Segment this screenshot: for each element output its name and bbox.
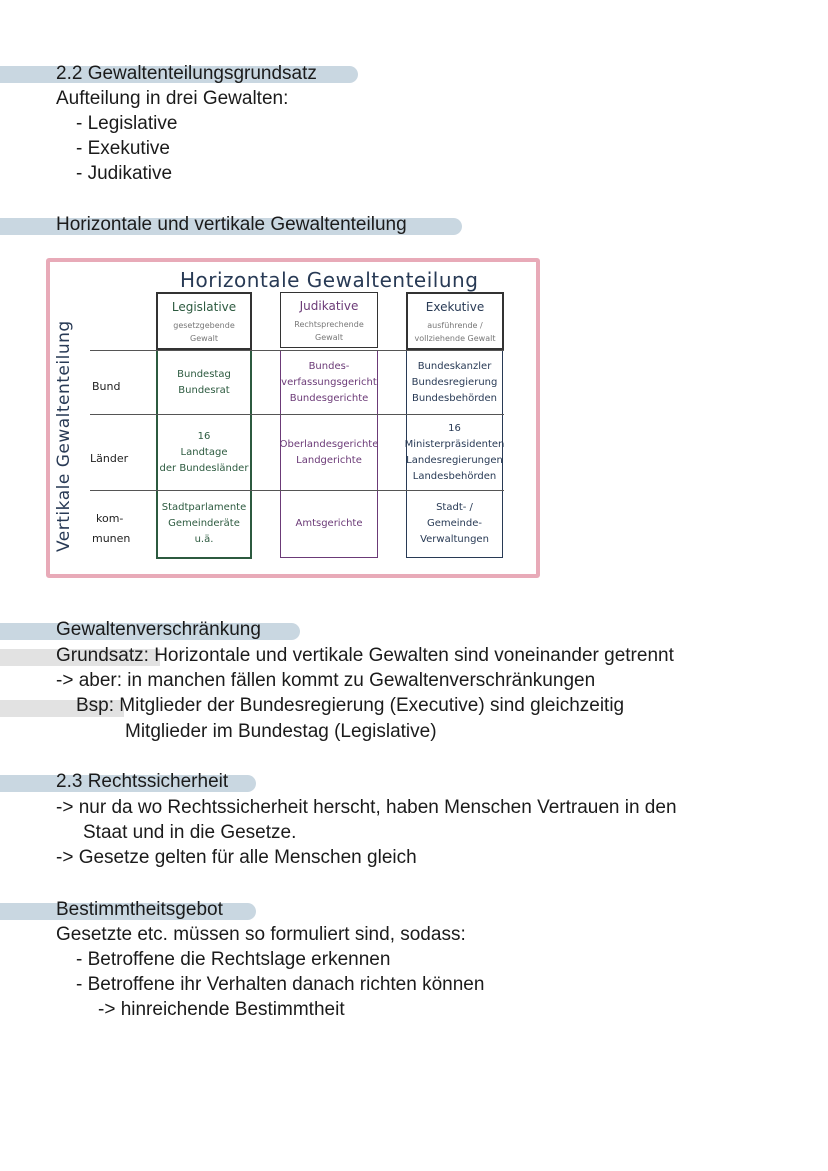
grid-line — [250, 350, 252, 558]
list-item: -> hinreichende Bestimmtheit — [98, 999, 345, 1020]
row-label-laender: Länder — [90, 452, 129, 465]
paragraph: Aufteilung in drei Gewalten: — [56, 88, 289, 109]
grid-line — [90, 350, 504, 351]
cell-laender-legislative: 16 Landtage der Bundesländer — [159, 431, 249, 474]
paragraph: Mitglieder im Bundestag (Legislative) — [125, 721, 437, 742]
list-item: - Betroffene die Rechtslage erkennen — [76, 949, 391, 970]
column-header-judikative — [280, 292, 378, 348]
cell-kommunen-judikative: Amtsgerichte — [295, 518, 363, 529]
section-heading: Gewaltenverschränkung — [56, 619, 261, 640]
column-title: Legislative — [171, 300, 237, 314]
row-label-kommunen: kom- — [96, 512, 124, 525]
column-subtitle: Rechtsprechende Gewalt — [294, 320, 364, 342]
cell-kommunen-exekutive: Stadt- / Gemeinde- Verwaltungen — [420, 502, 489, 545]
section-heading: Horizontale und vertikale Gewaltenteilung — [56, 214, 407, 235]
cell-laender-exekutive: 16 Ministerpräsidenten Landesregierungen Landesbehörden — [404, 423, 505, 482]
column-header-legislative — [156, 292, 252, 350]
section-heading: Bestimmtheitsgebot — [56, 899, 223, 920]
paragraph: Staat und in die Gesetze. — [83, 822, 297, 843]
cell-bund-exekutive: Bundeskanzler Bundesregierung Bundesbehörden — [411, 361, 498, 404]
column-subtitle: ausführende / vollziehende Gewalt — [414, 321, 496, 343]
paragraph: Bsp: Mitglieder der Bundesregierung (Executive) sind gleichzeitig — [76, 695, 625, 716]
section-heading: 2.2 Gewaltenteilungsgrundsatz — [56, 63, 317, 84]
cell-laender-judikative: Oberlandesgerichte Landgerichte — [279, 439, 379, 466]
grid-line — [406, 557, 503, 558]
column-title: Exekutive — [425, 300, 485, 314]
list-item: - Exekutive — [76, 138, 170, 159]
list-item: - Betroffene ihr Verhalten danach richten können — [76, 974, 485, 995]
list-item: - Judikative — [76, 163, 173, 184]
cell-kommunen-legislative: Stadtparlamente Gemeinderäte u.ä. — [161, 502, 247, 545]
diagram-vertical-title: Vertikale Gewaltenteilung — [54, 320, 74, 552]
grid-line — [90, 414, 504, 415]
cell-bund-judikative: Bundes- verfassungsgericht Bundesgerichte — [281, 361, 377, 404]
paragraph: -> Gesetze gelten für alle Menschen gleich — [56, 847, 417, 868]
paragraph: Gesetzte etc. müssen so formuliert sind, sodass: — [56, 924, 466, 945]
list-item: - Legislative — [76, 113, 178, 134]
row-label-kommunen: munen — [92, 532, 131, 545]
separation-of-powers-diagram — [46, 258, 540, 578]
diagram-title: Horizontale Gewaltenteilung — [180, 268, 479, 292]
paragraph: -> nur da wo Rechtssicherheit herscht, haben Menschen Vertrauen in den — [56, 797, 677, 818]
cell-bund-legislative: Bundestag Bundesrat — [177, 369, 231, 396]
row-label-bund: Bund — [92, 380, 121, 393]
column-header-exekutive — [406, 292, 504, 350]
grid-line — [90, 490, 504, 491]
column-title: Judikative — [299, 299, 359, 313]
grid-line — [377, 350, 378, 558]
grid-line — [280, 557, 378, 558]
paragraph: -> aber: in manchen fällen kommt zu Gewaltenverschränkungen — [56, 670, 596, 691]
paragraph: Grundsatz: Horizontale und vertikale Gewalten sind voneinander getrennt — [56, 645, 674, 666]
column-subtitle: gesetzgebende Gewalt — [173, 321, 235, 343]
section-heading: 2.3 Rechtssicherheit — [56, 771, 229, 792]
grid-line — [156, 557, 252, 559]
